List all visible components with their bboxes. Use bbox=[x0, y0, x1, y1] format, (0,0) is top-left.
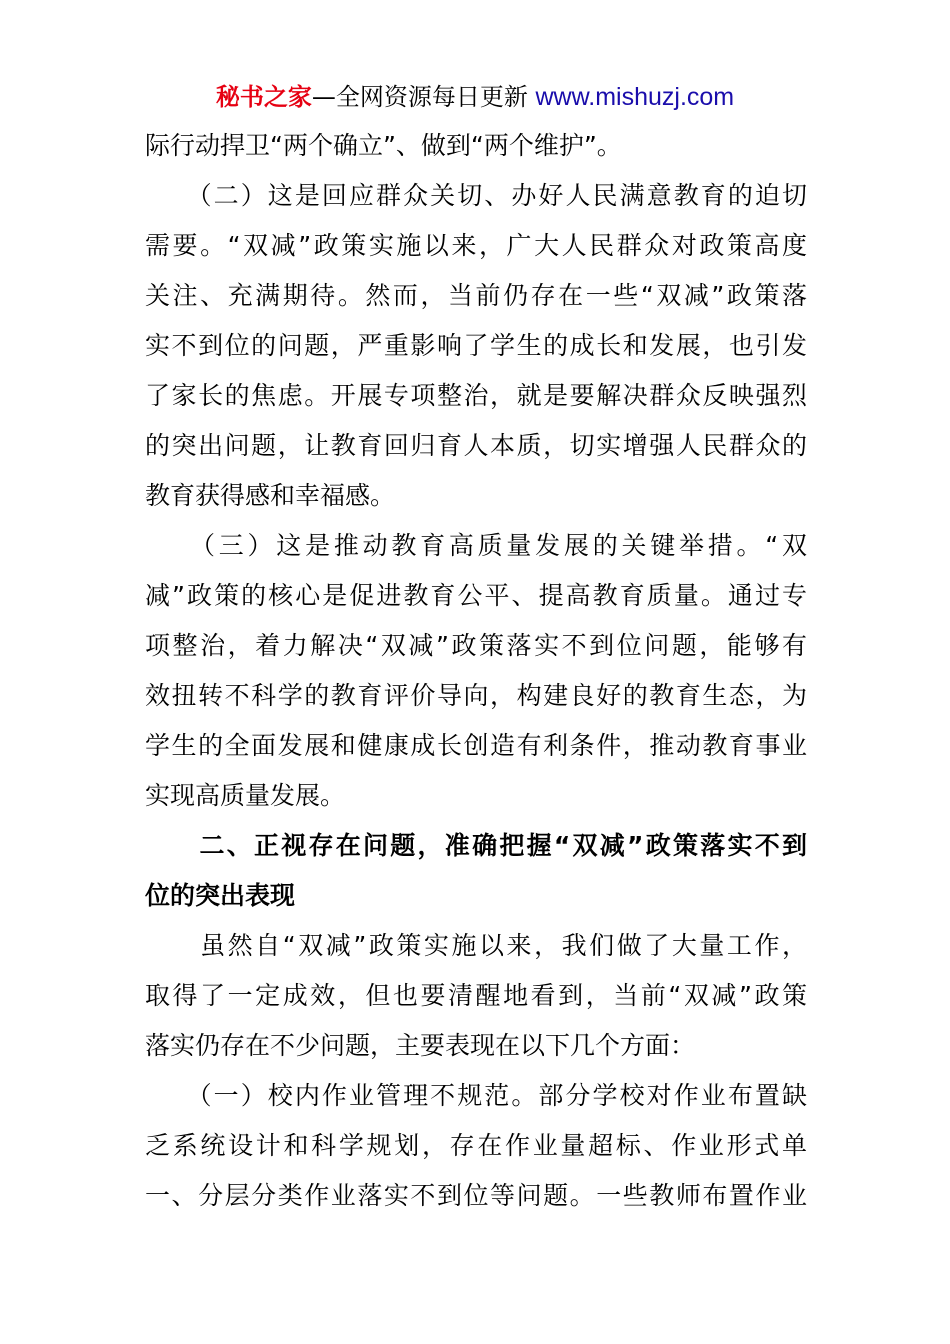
site-header bbox=[0, 80, 950, 114]
text-line: 项整治，着力解决“双减”政策落实不到位问题，能够有 bbox=[145, 631, 807, 660]
text-line: 乏系统设计和科学规划，存在作业量超标、作业形式单 bbox=[145, 1131, 807, 1160]
text-line: 的突出问题，让教育回归育人本质，切实增强人民群众的 bbox=[145, 431, 807, 460]
text-line: 取得了一定成效，但也要清醒地看到，当前“双减”政策 bbox=[145, 981, 807, 1010]
text-line: 实现高质量发展。 bbox=[145, 781, 346, 810]
text-line: 一、分层分类作业落实不到位等问题。一些教师布置作业 bbox=[145, 1181, 807, 1210]
text-line: （二）这是回应群众关切、办好人民满意教育的迫切 bbox=[145, 181, 807, 210]
section-heading-line: 二、正视存在问题，准确把握“双减”政策落实不到 bbox=[145, 831, 807, 860]
text-line: （一）校内作业管理不规范。部分学校对作业布置缺 bbox=[145, 1081, 807, 1110]
text-line: 际行动捍卫“两个确立”、做到“两个维护”。 bbox=[145, 131, 622, 160]
text-line: 落实仍存在不少问题，主要表现在以下几个方面： bbox=[145, 1031, 696, 1060]
text-line: 减”政策的核心是促进教育公平、提高教育质量。通过专 bbox=[145, 581, 807, 610]
text-line: 关注、充满期待。然而，当前仍存在一些“双减”政策落 bbox=[145, 281, 807, 310]
text-line: 效扭转不科学的教育评价导向，构建良好的教育生态，为 bbox=[145, 681, 807, 710]
site-tagline: —全网资源每日更新 bbox=[311, 83, 528, 111]
section-heading-line: 位的突出表现 bbox=[145, 881, 296, 910]
text-line: 实不到位的问题，严重影响了学生的成长和发展，也引发 bbox=[145, 331, 807, 360]
document-body bbox=[145, 121, 807, 1221]
text-line: 学生的全面发展和健康成长创造有利条件，推动教育事业 bbox=[145, 731, 807, 760]
text-line: （三）这是推动教育高质量发展的关键举措。“双 bbox=[145, 531, 807, 560]
text-line: 了家长的焦虑。开展专项整治，就是要解决群众反映强烈 bbox=[145, 381, 807, 410]
text-line: 教育获得感和幸福感。 bbox=[145, 481, 396, 510]
site-brand: 秘书之家 bbox=[215, 83, 312, 111]
text-line: 需要。“双减”政策实施以来，广大人民群众对政策高度 bbox=[145, 231, 807, 260]
text-line: 虽然自“双减”政策实施以来，我们做了大量工作， bbox=[145, 931, 807, 960]
site-url[interactable]: www.mishuzj.com bbox=[535, 83, 735, 111]
